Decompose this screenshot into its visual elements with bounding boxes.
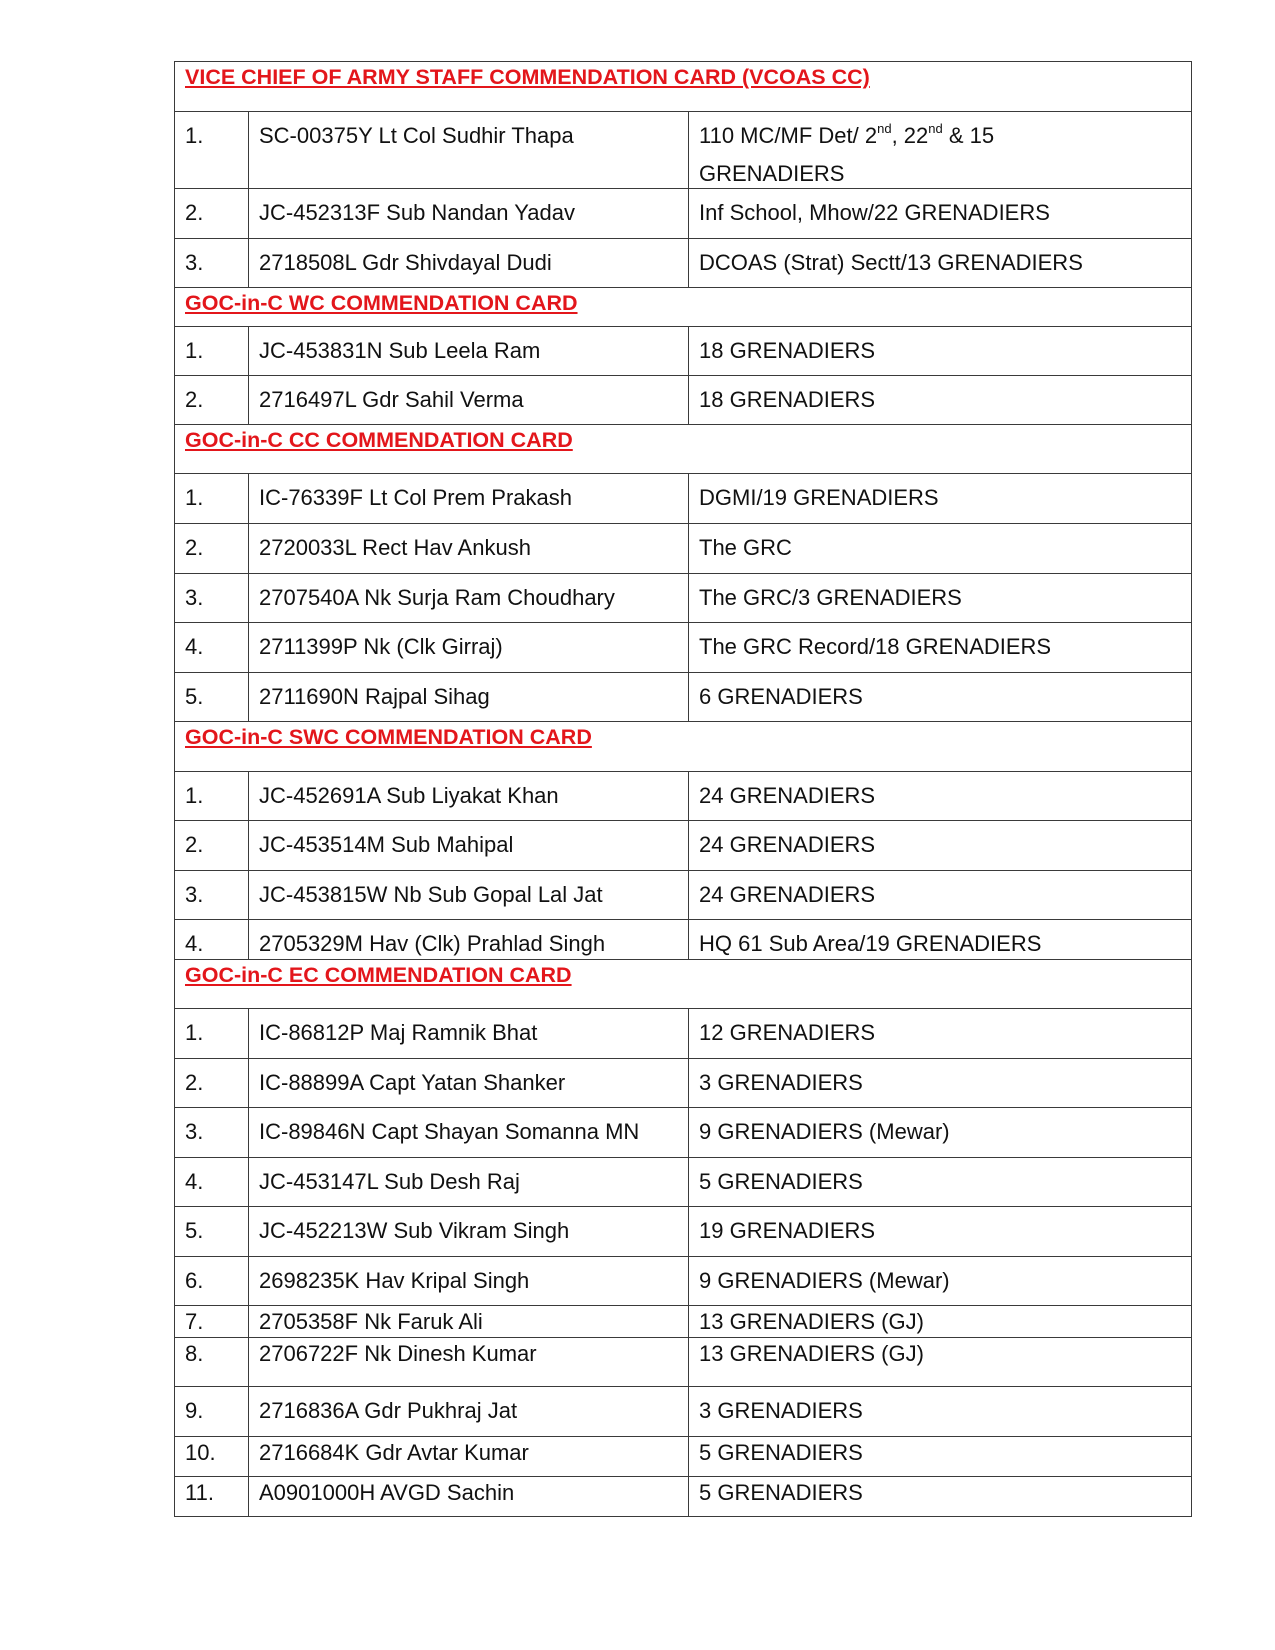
serial-number: 9. (175, 1387, 249, 1437)
recipient-name: JC-453514M Sub Mahipal (249, 821, 689, 871)
section-heading-cc: GOC-in-C CC COMMENDATION CARD (175, 425, 1192, 474)
table-row (175, 189, 1192, 239)
serial-number: 5. (175, 1207, 249, 1257)
section-header (175, 722, 1192, 772)
serial-number: 3. (175, 1108, 249, 1158)
recipient-unit: 13 GRENADIERS (GJ) (689, 1338, 1192, 1387)
recipient-unit: 18 GRENADIERS (689, 376, 1192, 425)
serial-number: 4. (175, 920, 249, 960)
section-header (175, 62, 1192, 112)
recipient-unit: 19 GRENADIERS (689, 1207, 1192, 1257)
table-row (175, 524, 1192, 574)
section-header (175, 288, 1192, 327)
recipient-name: SC-00375Y Lt Col Sudhir Thapa (249, 112, 689, 189)
table-row (175, 474, 1192, 524)
recipient-unit: 6 GRENADIERS (689, 673, 1192, 722)
recipient-name: 2707540A Nk Surja Ram Choudhary (249, 574, 689, 623)
recipient-name: 2718508L Gdr Shivdayal Dudi (249, 239, 689, 288)
recipient-name: 2711399P Nk (Clk Girraj) (249, 623, 689, 673)
serial-number: 1. (175, 112, 249, 189)
table-row (175, 673, 1192, 722)
table-row (175, 1338, 1192, 1387)
serial-number: 1. (175, 327, 249, 376)
table-row (175, 1306, 1192, 1338)
recipient-name: 2720033L Rect Hav Ankush (249, 524, 689, 574)
section-heading-wc: GOC-in-C WC COMMENDATION CARD (175, 288, 1192, 327)
table-row (175, 1009, 1192, 1059)
table-row (175, 1477, 1192, 1517)
commendation-table (174, 61, 1192, 1517)
table-row (175, 327, 1192, 376)
table-row (175, 1437, 1192, 1477)
recipient-name: 2716497L Gdr Sahil Verma (249, 376, 689, 425)
recipient-name: JC-452213W Sub Vikram Singh (249, 1207, 689, 1257)
serial-number: 2. (175, 821, 249, 871)
unit-part: & 15 (942, 123, 995, 148)
section-heading-swc: GOC-in-C SWC COMMENDATION CARD (175, 722, 1192, 772)
recipient-name: IC-76339F Lt Col Prem Prakash (249, 474, 689, 524)
unit-part: , 22 (891, 123, 929, 148)
table-row (175, 1387, 1192, 1437)
recipient-unit: 12 GRENADIERS (689, 1009, 1192, 1059)
recipient-name: IC-89846N Capt Shayan Somanna MN (249, 1108, 689, 1158)
unit-part: GRENADIERS (699, 161, 845, 186)
serial-number: 7. (175, 1306, 249, 1338)
recipient-name: A0901000H AVGD Sachin (249, 1477, 689, 1517)
table-row (175, 623, 1192, 673)
recipient-name: 2705358F Nk Faruk Ali (249, 1306, 689, 1338)
serial-number: 4. (175, 1158, 249, 1207)
serial-number: 1. (175, 474, 249, 524)
table-row (175, 1207, 1192, 1257)
table-row (175, 871, 1192, 920)
recipient-name: 2705329M Hav (Clk) Prahlad Singh (249, 920, 689, 960)
recipient-unit: 24 GRENADIERS (689, 772, 1192, 821)
table-row (175, 920, 1192, 960)
recipient-unit: Inf School, Mhow/22 GRENADIERS (689, 189, 1192, 239)
recipient-unit: 13 GRENADIERS (GJ) (689, 1306, 1192, 1338)
table-row (175, 1257, 1192, 1306)
table-row (175, 376, 1192, 425)
unit-part: 110 MC/MF Det/ 2 (699, 123, 878, 148)
serial-number: 6. (175, 1257, 249, 1306)
serial-number: 5. (175, 673, 249, 722)
recipient-unit: 5 GRENADIERS (689, 1477, 1192, 1517)
recipient-unit: 5 GRENADIERS (689, 1158, 1192, 1207)
table-row (175, 574, 1192, 623)
recipient-name: JC-453815W Nb Sub Gopal Lal Jat (249, 871, 689, 920)
recipient-unit: The GRC/3 GRENADIERS (689, 574, 1192, 623)
recipient-unit: 5 GRENADIERS (689, 1437, 1192, 1477)
serial-number: 11. (175, 1477, 249, 1517)
recipient-name: JC-453147L Sub Desh Raj (249, 1158, 689, 1207)
recipient-unit: 3 GRENADIERS (689, 1387, 1192, 1437)
recipient-unit (689, 112, 1192, 189)
recipient-unit: 24 GRENADIERS (689, 821, 1192, 871)
ordinal-suffix: nd (928, 120, 943, 136)
serial-number: 2. (175, 1059, 249, 1108)
table-row (175, 1059, 1192, 1108)
section-header (175, 425, 1192, 474)
recipient-unit: DGMI/19 GRENADIERS (689, 474, 1192, 524)
serial-number: 3. (175, 239, 249, 288)
table-row (175, 1108, 1192, 1158)
ordinal-suffix: nd (877, 120, 892, 136)
table-row (175, 772, 1192, 821)
recipient-unit: The GRC Record/18 GRENADIERS (689, 623, 1192, 673)
recipient-unit: 9 GRENADIERS (Mewar) (689, 1257, 1192, 1306)
recipient-unit: 18 GRENADIERS (689, 327, 1192, 376)
serial-number: 1. (175, 1009, 249, 1059)
serial-number: 3. (175, 871, 249, 920)
recipient-name: 2716684K Gdr Avtar Kumar (249, 1437, 689, 1477)
recipient-name: JC-453831N Sub Leela Ram (249, 327, 689, 376)
recipient-unit: The GRC (689, 524, 1192, 574)
section-header (175, 960, 1192, 1009)
recipient-unit: 3 GRENADIERS (689, 1059, 1192, 1108)
serial-number: 10. (175, 1437, 249, 1477)
recipient-name: JC-452313F Sub Nandan Yadav (249, 189, 689, 239)
recipient-name: 2711690N Rajpal Sihag (249, 673, 689, 722)
table-row (175, 112, 1192, 189)
serial-number: 1. (175, 772, 249, 821)
section-heading-vcoas: VICE CHIEF OF ARMY STAFF COMMENDATION CARD (VCOAS CC) (175, 62, 1192, 112)
recipient-name: IC-86812P Maj Ramnik Bhat (249, 1009, 689, 1059)
recipient-unit: HQ 61 Sub Area/19 GRENADIERS (689, 920, 1192, 960)
section-heading-ec: GOC-in-C EC COMMENDATION CARD (175, 960, 1192, 1009)
recipient-unit: 9 GRENADIERS (Mewar) (689, 1108, 1192, 1158)
recipient-name: JC-452691A Sub Liyakat Khan (249, 772, 689, 821)
recipient-unit: 24 GRENADIERS (689, 871, 1192, 920)
serial-number: 2. (175, 524, 249, 574)
serial-number: 8. (175, 1338, 249, 1387)
recipient-name: 2706722F Nk Dinesh Kumar (249, 1338, 689, 1387)
table-row (175, 239, 1192, 288)
recipient-name: 2716836A Gdr Pukhraj Jat (249, 1387, 689, 1437)
serial-number: 3. (175, 574, 249, 623)
serial-number: 2. (175, 376, 249, 425)
serial-number: 4. (175, 623, 249, 673)
table-row (175, 821, 1192, 871)
serial-number: 2. (175, 189, 249, 239)
recipient-unit: DCOAS (Strat) Sectt/13 GRENADIERS (689, 239, 1192, 288)
table-row (175, 1158, 1192, 1207)
recipient-name: IC-88899A Capt Yatan Shanker (249, 1059, 689, 1108)
recipient-name: 2698235K Hav Kripal Singh (249, 1257, 689, 1306)
